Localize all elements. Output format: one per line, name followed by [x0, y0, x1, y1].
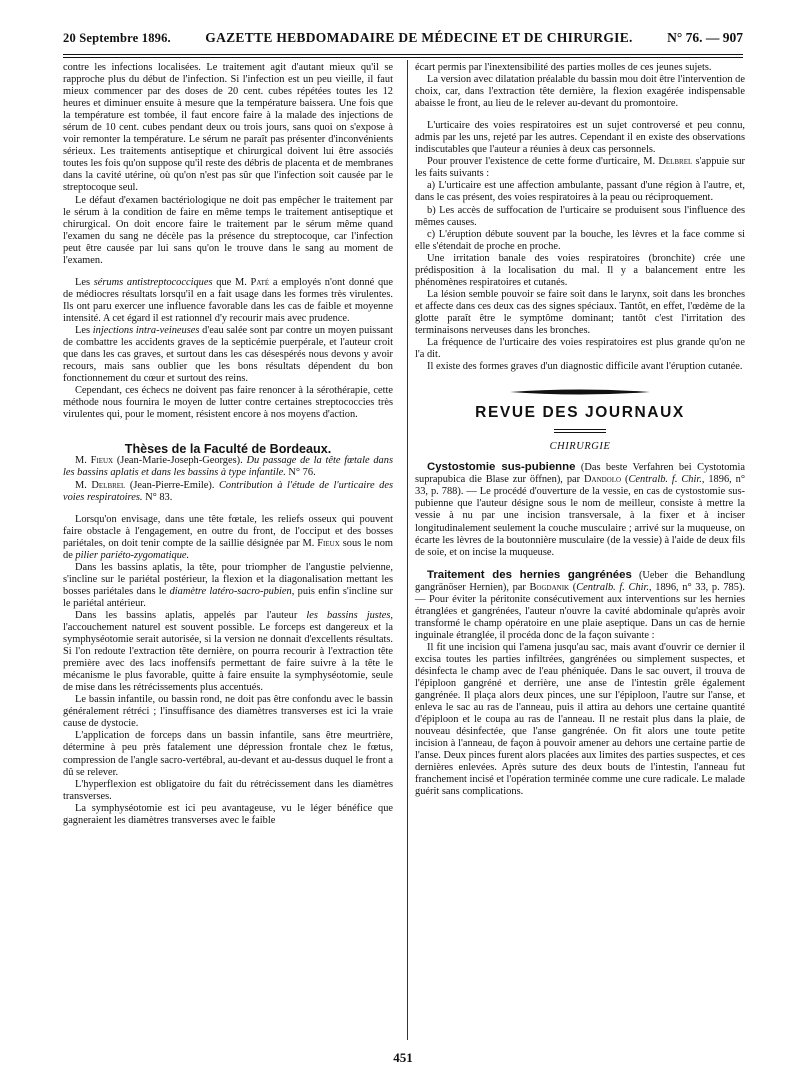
paragraph: Dans les bassins aplatis, la tête, pour triompher de l'angustie pelvienne, s'incline sur le pariétal postérieur, la flexion et la diagonalisation mettant les bosses pariétales dans le diamètre latéro-sacro-pubien, puis enfin s'incline sur le pariétal antérieur. [63, 561, 393, 609]
article-title: Cystostomie sus-pubienne [427, 461, 576, 474]
left-column [63, 62, 393, 827]
header-rule [63, 54, 743, 55]
paragraph: a) L'urticaire est une affection ambulante, passant d'une région à l'autre, et, dans le cas présent, des voies respiratoires à la peau ou réciproquement. [415, 180, 745, 204]
thesis-entry: M. Delbrel (Jean-Pierre-Emile). Contribution à l'étude de l'urticaire des voies respiratoires. N° 83. [63, 479, 393, 503]
paragraph: contre les infections localisées. Le traitement agit d'autant mieux qu'il se rapproche plus du début de l'infection. Si l'infection est un peu vieille, il faut mieux commencer par des doses de 20 cent. cubes répétées toutes les 12 heures et diminuer ensuite à mesure que la température baissera. Une fois que la température est tombée, il faut encore faire à la malade des injections de sérum de 10 cent. cubes pendant deux ou trois jours, sans quoi on s'expose à voir remonter la température. Le sérum ne paraît pas présenter d'inconvénients sérieux. Les traitements antiseptique et chirurgical doivent lui être associés toutes les fois qu'on suppose qu'il reste des débris de placenta et de membranes dans la cavité utérine, où qu'on n'est pas sûr que l'infection soit causée par le streptocoque seul. [63, 62, 393, 194]
section-title-theses: Thèses de la Faculté de Bordeaux. [124, 442, 332, 457]
subsection-chirurgie: CHIRURGIE [549, 441, 611, 453]
page-number: 451 [393, 1050, 413, 1065]
thesis-entry: M. Fieux (Jean-Marie-Joseph-Georges). Du passage de la tête fœtale dans les bassins aplatis et dans les bassins à type infantile. N° 76. [63, 455, 393, 479]
header-issue-number: N° 76. — 907 [667, 30, 743, 45]
title-rule [554, 432, 606, 433]
paragraph: La version avec dilatation préalable du bassin mou doit être l'intervention de choix, car, dans l'extraction tête dernière, la flexion exagérée indispensable abaisse le front, au lieu de le relever au-devant du promontoire. [415, 74, 745, 110]
paragraph: L'application de forceps dans un bassin infantile, sans être meurtrière, détermine à peu près fatalement une dépression frontale chez le fœtus, compression de l'angle sacro-vertébral, au-devant et au-dessus duquel le front a dû se relever. [63, 730, 393, 778]
title-rule [554, 429, 606, 430]
journal-page [63, 30, 746, 1070]
paragraph: Une irritation banale des voies respiratoires (bronchite) crée une prédisposition à la localisation du mal. Il y a balancement entre les phénomènes respiratoires et cutanés. [415, 252, 745, 288]
right-column [415, 62, 745, 799]
paragraph: écart permis par l'inextensibilité des parties molles de ces jeunes sujets. [415, 62, 712, 73]
paragraph: L'urticaire des voies respiratoires est un sujet controversé et peu connu, admis par les uns, rejeté par les autres. Cependant il en existe des observations indiscutables que l'auteur a réunies à deux cas personnels. [415, 120, 745, 156]
paragraph: La lésion semble pouvoir se faire soit dans le larynx, soit dans les bronches et affecte dans ces deux cas des signes spéciaux. Tantôt, en effet, l'œdème de la glotte paraît être le symptôme dominant; tantôt c'est l'irritation des terminaisons nerveuses dans les bronches. [415, 288, 745, 336]
paragraph: Il existe des formes graves d'un diagnostic difficile avant l'éruption cutanée. [427, 361, 743, 373]
paragraph: Les injections intra-veineuses d'eau salée sont par contre un moyen puissant de combattre les accidents graves de la septicémie puerpérale, et l'auteur croit que dans les cas graves, et surtout dans les cas désespérés nous devons y avoir recours, mais sans oublier que les bons résultats dépendent du bon fonctionnement du cœur et surtout des reins. [63, 324, 393, 385]
article-cystostomie: Cystostomie sus-pubienne (Das beste Verfahren bei Cystotomia suprapubica die Blase zur öffnen), par Dandolo (Centralb. f. Chir., 1896, n° 33, p. 788). — Le procédé d'ouverture de la vessie, en cas de cystostomie sus-pubienne que l'auteur désigne sous le nom de meilleur, consiste à mettre la vessie à nu par une incision transversale, à la fixer et à inciser longitudinalement seulement la couche musculaire ; arrivé sur la muqueuse, on écarte les lèvres de la boutonnière musculaire (de la vessie) à l'aide de deux fils de soie, et on incise la muqueuse. [415, 461, 746, 558]
paragraph: La symphyséotomie est ici peu avantageuse, vu le léger bénéfice que gagneraient les diamètres transverses avec le faible [63, 802, 393, 826]
paragraph: Dans les bassins aplatis, appelés par l'auteur les bassins justes, l'accouchement naturel est souvent possible. Le forceps est dangereux et la symphyséotomie serait autorisée, si la version ne donnait d'excellents résultats. Si l'on redoute l'extraction tête dernière, on pourra recourir à l'extraction tête première avec des lacs inoffensifs permettant de faire suivre à la tête le mécanisme le plus favorable, quitte à faire ensuite la symphyséotomie, seule de mise dans les rétrécissements plus accentués. [63, 609, 394, 694]
paragraph: L'hyperflexion est obligatoire du fait du rétrécissement dans les diamètres transverses. [63, 778, 393, 802]
paragraph: La fréquence de l'urticaire des voies respiratoires est plus grande qu'on ne l'a dit. [415, 337, 745, 361]
ornament-divider [510, 387, 650, 397]
running-header [63, 30, 743, 52]
header-rule-thin [63, 57, 743, 58]
column-divider [407, 60, 408, 1040]
paragraph: Le défaut d'examen bactériologique ne doit pas empêcher le traitement par le sérum à la condition de faire en même temps le traitement antiseptique et chirurgical. On doit encore faire le traitement par le sérum même quand l'examen du sang ne décèle pas la présence du streptocoque, car l'infection peut être causée par lui sans qu'on le trouve dans le sang au moment de l'examen. [63, 194, 393, 266]
paragraph: Les sérums antistreptococciques que M. Paté a employés n'ont donné que de médiocres résultats lorsqu'il en a fait usage dans les formes très virulentes. Ils ont paru exercer une influence favorable dans les cas de faible et moyenne intensité. A cet égard il est rationnel d'y recourir mais avec prudence. [63, 276, 393, 324]
section-title-revue: REVUE DES JOURNAUX [475, 404, 685, 422]
article-hernies: Traitement des hernies gangrénées (Ueber die Behandlung gangränöser Hernien), par Bogdanik (Centralb. f. Chir., 1896, n° 33, p. 785). — Pour éviter la péritonite consécutivement aux interventions sur les hernies étranglées et gangrénées, l'auteur n'ouvre la cavité abdominale qu'après avoir transformé le champ opératoire en une plaie aseptique. Dans un cas de hernie inguinale étranglée, il procéda donc de la façon suivante : [415, 568, 746, 641]
paragraph: Le bassin infantile, ou bassin rond, ne doit pas être confondu avec le bassin généralement rétréci ; l'insuffisance des diamètres transverses est ici la vraie cause de dystocie. [63, 694, 393, 730]
paragraph: b) Les accès de suffocation de l'urticaire se produisent sous l'influence des mêmes causes. [415, 204, 745, 228]
header-date: 20 Septembre 1896. [63, 31, 171, 45]
header-journal-title: GAZETTE HEBDOMADAIRE DE MÉDECINE ET DE CHIRURGIE. [205, 30, 633, 45]
paragraph: Lorsqu'on envisage, dans une tête fœtale, les reliefs osseux qui pouvent faire obstacle à l'engagement, en outre du front, de l'occiput et des bosses pariétales, on doit tenir compte de la saillie désignée par M. Fieux sous le nom de pilier pariéto-zygomatique. [63, 513, 393, 561]
paragraph: c) L'éruption débute souvent par la bouche, les lèvres et la face comme si elle s'étendait de proche en proche. [415, 228, 745, 252]
paragraph: Pour prouver l'existence de cette forme d'urticaire, M. Delbrel s'appuie sur les faits suivants : [415, 156, 745, 180]
paragraph: Cependant, ces échecs ne doivent pas faire renoncer à la sérothérapie, cette méthode nous fournira le moyen de lutter contre certaines streptococcies très virulentes qui, pour le moment, résistent encore à nos moyens d'action. [63, 385, 393, 421]
paragraph: Il fit une incision qui l'amena jusqu'au sac, mais avant d'ouvrir ce dernier il excisa toutes les parties infiltrées, gangrénées ou simplement suspectes, et désinfecta le champ avec de l'eau phéniquée. Dans le sac ouvert, il trouva de l'épiploon gangréné et derrière, une anse de l'intestin grêle également gangrénée. Il plaça alors deux pinces, une sur l'épiploon, l'autre sur l'anse, et enleva le sac au ras de l'anneau, puis il attira au dehors une certaine quantité d'épiploon et le coupa au ras de l'anneau. Il ne restait plus dans la plaie, de nouveau désinfectée, que l'anse gangrénée. On fit alors une toute petite incision à l'anneau, de façon à pouvoir amener au dehors une certaine partie de l'anse. Deux pinces furent alors placées aux limites des parties suspectes, et ces dernières enlevées. Après suture des deux bouts de l'intestin, l'anneau fut franchement incisé et l'opération terminée comme une cure radicale. Le malade guérit sans complications. [415, 641, 745, 798]
article-title: Traitement des hernies gangrénées [427, 568, 632, 581]
